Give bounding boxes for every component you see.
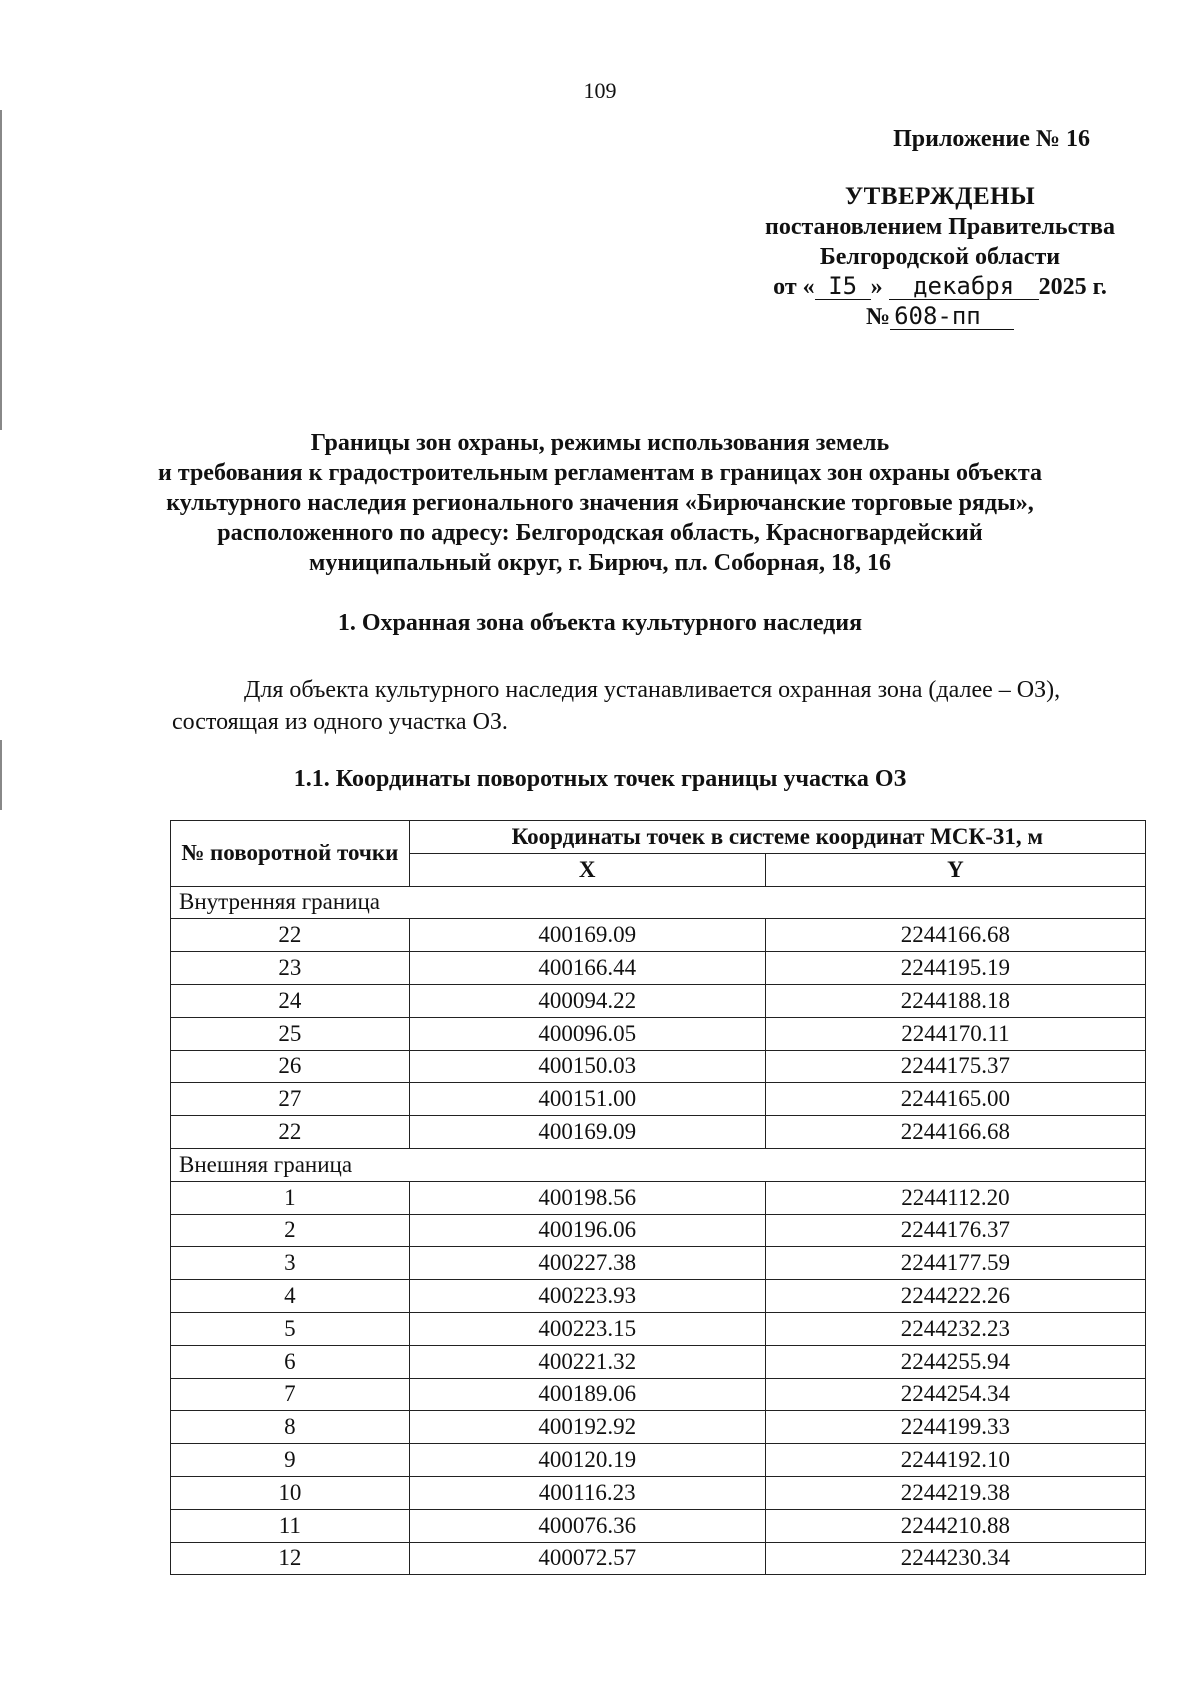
section-title: 1. Охранная зона объекта культурного наследия [337, 610, 863, 636]
x-coordinate-cell: 400120.19 [409, 1444, 765, 1477]
y-coordinate-cell: 2244166.68 [765, 919, 1145, 952]
point-number-cell: 8 [171, 1411, 410, 1444]
annex-label: Приложение № 16 [893, 126, 1090, 152]
approval-stamp [730, 182, 1150, 332]
point-number-cell: 24 [171, 984, 410, 1017]
table-row [171, 1280, 1146, 1313]
table-row [171, 1378, 1146, 1411]
document-title [100, 428, 1100, 578]
title-line: Границы зон охраны, режимы использования земель [310, 430, 890, 456]
header-y: Y [765, 853, 1145, 886]
y-coordinate-cell: 2244219.38 [765, 1476, 1145, 1509]
x-coordinate-cell: 400189.06 [409, 1378, 765, 1411]
x-coordinate-cell: 400198.56 [409, 1181, 765, 1214]
x-coordinate-cell: 400076.36 [409, 1509, 765, 1542]
point-number-cell: 9 [171, 1444, 410, 1477]
table-row [171, 1181, 1146, 1214]
table-row [171, 952, 1146, 985]
point-number-cell: 1 [171, 1181, 410, 1214]
x-coordinate-cell: 400116.23 [409, 1476, 765, 1509]
approval-line-2: Белгородской области [819, 244, 1061, 270]
table-row [171, 1411, 1146, 1444]
table-row [171, 1444, 1146, 1477]
y-coordinate-cell: 2244192.10 [765, 1444, 1145, 1477]
date-day: I5 [815, 273, 871, 300]
table-row [171, 919, 1146, 952]
point-number-cell: 2 [171, 1214, 410, 1247]
title-line: культурного наследия регионального значения «Бирючанские торговые ряды», [166, 490, 1034, 516]
date-prefix: от « [773, 274, 815, 300]
intro-paragraph [172, 674, 1152, 738]
point-number-cell: 25 [171, 1017, 410, 1050]
table-row [171, 1247, 1146, 1280]
y-coordinate-cell: 2244176.37 [765, 1214, 1145, 1247]
point-number-cell: 22 [171, 919, 410, 952]
header-point-number: № поворотной точки [171, 821, 410, 887]
title-line: муниципальный округ, г. Бирюч, пл. Соборная, 18, 16 [309, 550, 891, 576]
table-row [171, 1476, 1146, 1509]
point-number-cell: 23 [171, 952, 410, 985]
y-coordinate-cell: 2244170.11 [765, 1017, 1145, 1050]
table-row [171, 984, 1146, 1017]
date-year: 2025 г. [1038, 274, 1107, 300]
table-row [171, 1214, 1146, 1247]
point-number-cell: 3 [171, 1247, 410, 1280]
y-coordinate-cell: 2244222.26 [765, 1280, 1145, 1313]
coordinates-table [170, 820, 1146, 1575]
y-coordinate-cell: 2244255.94 [765, 1345, 1145, 1378]
y-coordinate-cell: 2244230.34 [765, 1542, 1145, 1575]
y-coordinate-cell: 2244188.18 [765, 984, 1145, 1017]
x-coordinate-cell: 400223.15 [409, 1312, 765, 1345]
table-body [171, 886, 1146, 1575]
point-number-cell: 6 [171, 1345, 410, 1378]
header-x: X [409, 853, 765, 886]
x-coordinate-cell: 400072.57 [409, 1542, 765, 1575]
table-group-row [171, 886, 1146, 919]
page-number: 109 [583, 78, 617, 103]
point-number-cell: 5 [171, 1312, 410, 1345]
x-coordinate-cell: 400192.92 [409, 1411, 765, 1444]
point-number-cell: 4 [171, 1280, 410, 1313]
approval-line-1: постановлением Правительства [764, 214, 1115, 240]
table-row [171, 1312, 1146, 1345]
approved-title: УТВЕРЖДЕНЫ [844, 183, 1036, 210]
table-row [171, 1050, 1146, 1083]
number-prefix: № [865, 304, 891, 330]
y-coordinate-cell: 2244195.19 [765, 952, 1145, 985]
header-coordinates: Координаты точек в системе координат МСК-31, м [409, 821, 1145, 854]
y-coordinate-cell: 2244166.68 [765, 1116, 1145, 1149]
subsection-title: 1.1. Координаты поворотных точек границы участка ОЗ [293, 766, 907, 792]
x-coordinate-cell: 400166.44 [409, 952, 765, 985]
point-number-cell: 26 [171, 1050, 410, 1083]
scan-margin-mark [0, 110, 2, 430]
title-line: расположенного по адресу: Белгородская область, Красногвардейский [217, 520, 983, 546]
x-coordinate-cell: 400151.00 [409, 1083, 765, 1116]
x-coordinate-cell: 400223.93 [409, 1280, 765, 1313]
x-coordinate-cell: 400169.09 [409, 1116, 765, 1149]
x-coordinate-cell: 400221.32 [409, 1345, 765, 1378]
date-mid: » [870, 274, 883, 300]
x-coordinate-cell: 400196.06 [409, 1214, 765, 1247]
approval-date [730, 272, 1150, 302]
point-number-cell: 27 [171, 1083, 410, 1116]
point-number-cell: 12 [171, 1542, 410, 1575]
table-group-row [171, 1148, 1146, 1181]
y-coordinate-cell: 2244175.37 [765, 1050, 1145, 1083]
x-coordinate-cell: 400150.03 [409, 1050, 765, 1083]
point-number-cell: 10 [171, 1476, 410, 1509]
y-coordinate-cell: 2244177.59 [765, 1247, 1145, 1280]
x-coordinate-cell: 400169.09 [409, 919, 765, 952]
y-coordinate-cell: 2244254.34 [765, 1378, 1145, 1411]
point-number-cell: 7 [171, 1378, 410, 1411]
y-coordinate-cell: 2244112.20 [765, 1181, 1145, 1214]
table-row [171, 1345, 1146, 1378]
number-value: 608-пп [890, 303, 1014, 330]
title-line: и требования к градостроительным регламентам в границах зон охраны объекта [158, 460, 1042, 486]
scan-margin-mark [0, 740, 2, 810]
paragraph-line: состоящая из одного участка ОЗ. [172, 709, 508, 735]
point-number-cell: 22 [171, 1116, 410, 1149]
x-coordinate-cell: 400227.38 [409, 1247, 765, 1280]
table-row [171, 1017, 1146, 1050]
table-row [171, 1542, 1146, 1575]
y-coordinate-cell: 2244210.88 [765, 1509, 1145, 1542]
table-header-row [171, 821, 1146, 854]
y-coordinate-cell: 2244165.00 [765, 1083, 1145, 1116]
point-number-cell: 11 [171, 1509, 410, 1542]
group-label: Внутренняя граница [171, 886, 1146, 919]
date-month: декабря [889, 273, 1039, 300]
group-label: Внешняя граница [171, 1148, 1146, 1181]
approval-number [730, 302, 1150, 332]
table-row [171, 1083, 1146, 1116]
table-row [171, 1116, 1146, 1149]
table-row [171, 1509, 1146, 1542]
y-coordinate-cell: 2244199.33 [765, 1411, 1145, 1444]
y-coordinate-cell: 2244232.23 [765, 1312, 1145, 1345]
x-coordinate-cell: 400094.22 [409, 984, 765, 1017]
x-coordinate-cell: 400096.05 [409, 1017, 765, 1050]
paragraph-line: Для объекта культурного наследия устанавливается охранная зона (далее – ОЗ), [244, 677, 1061, 703]
